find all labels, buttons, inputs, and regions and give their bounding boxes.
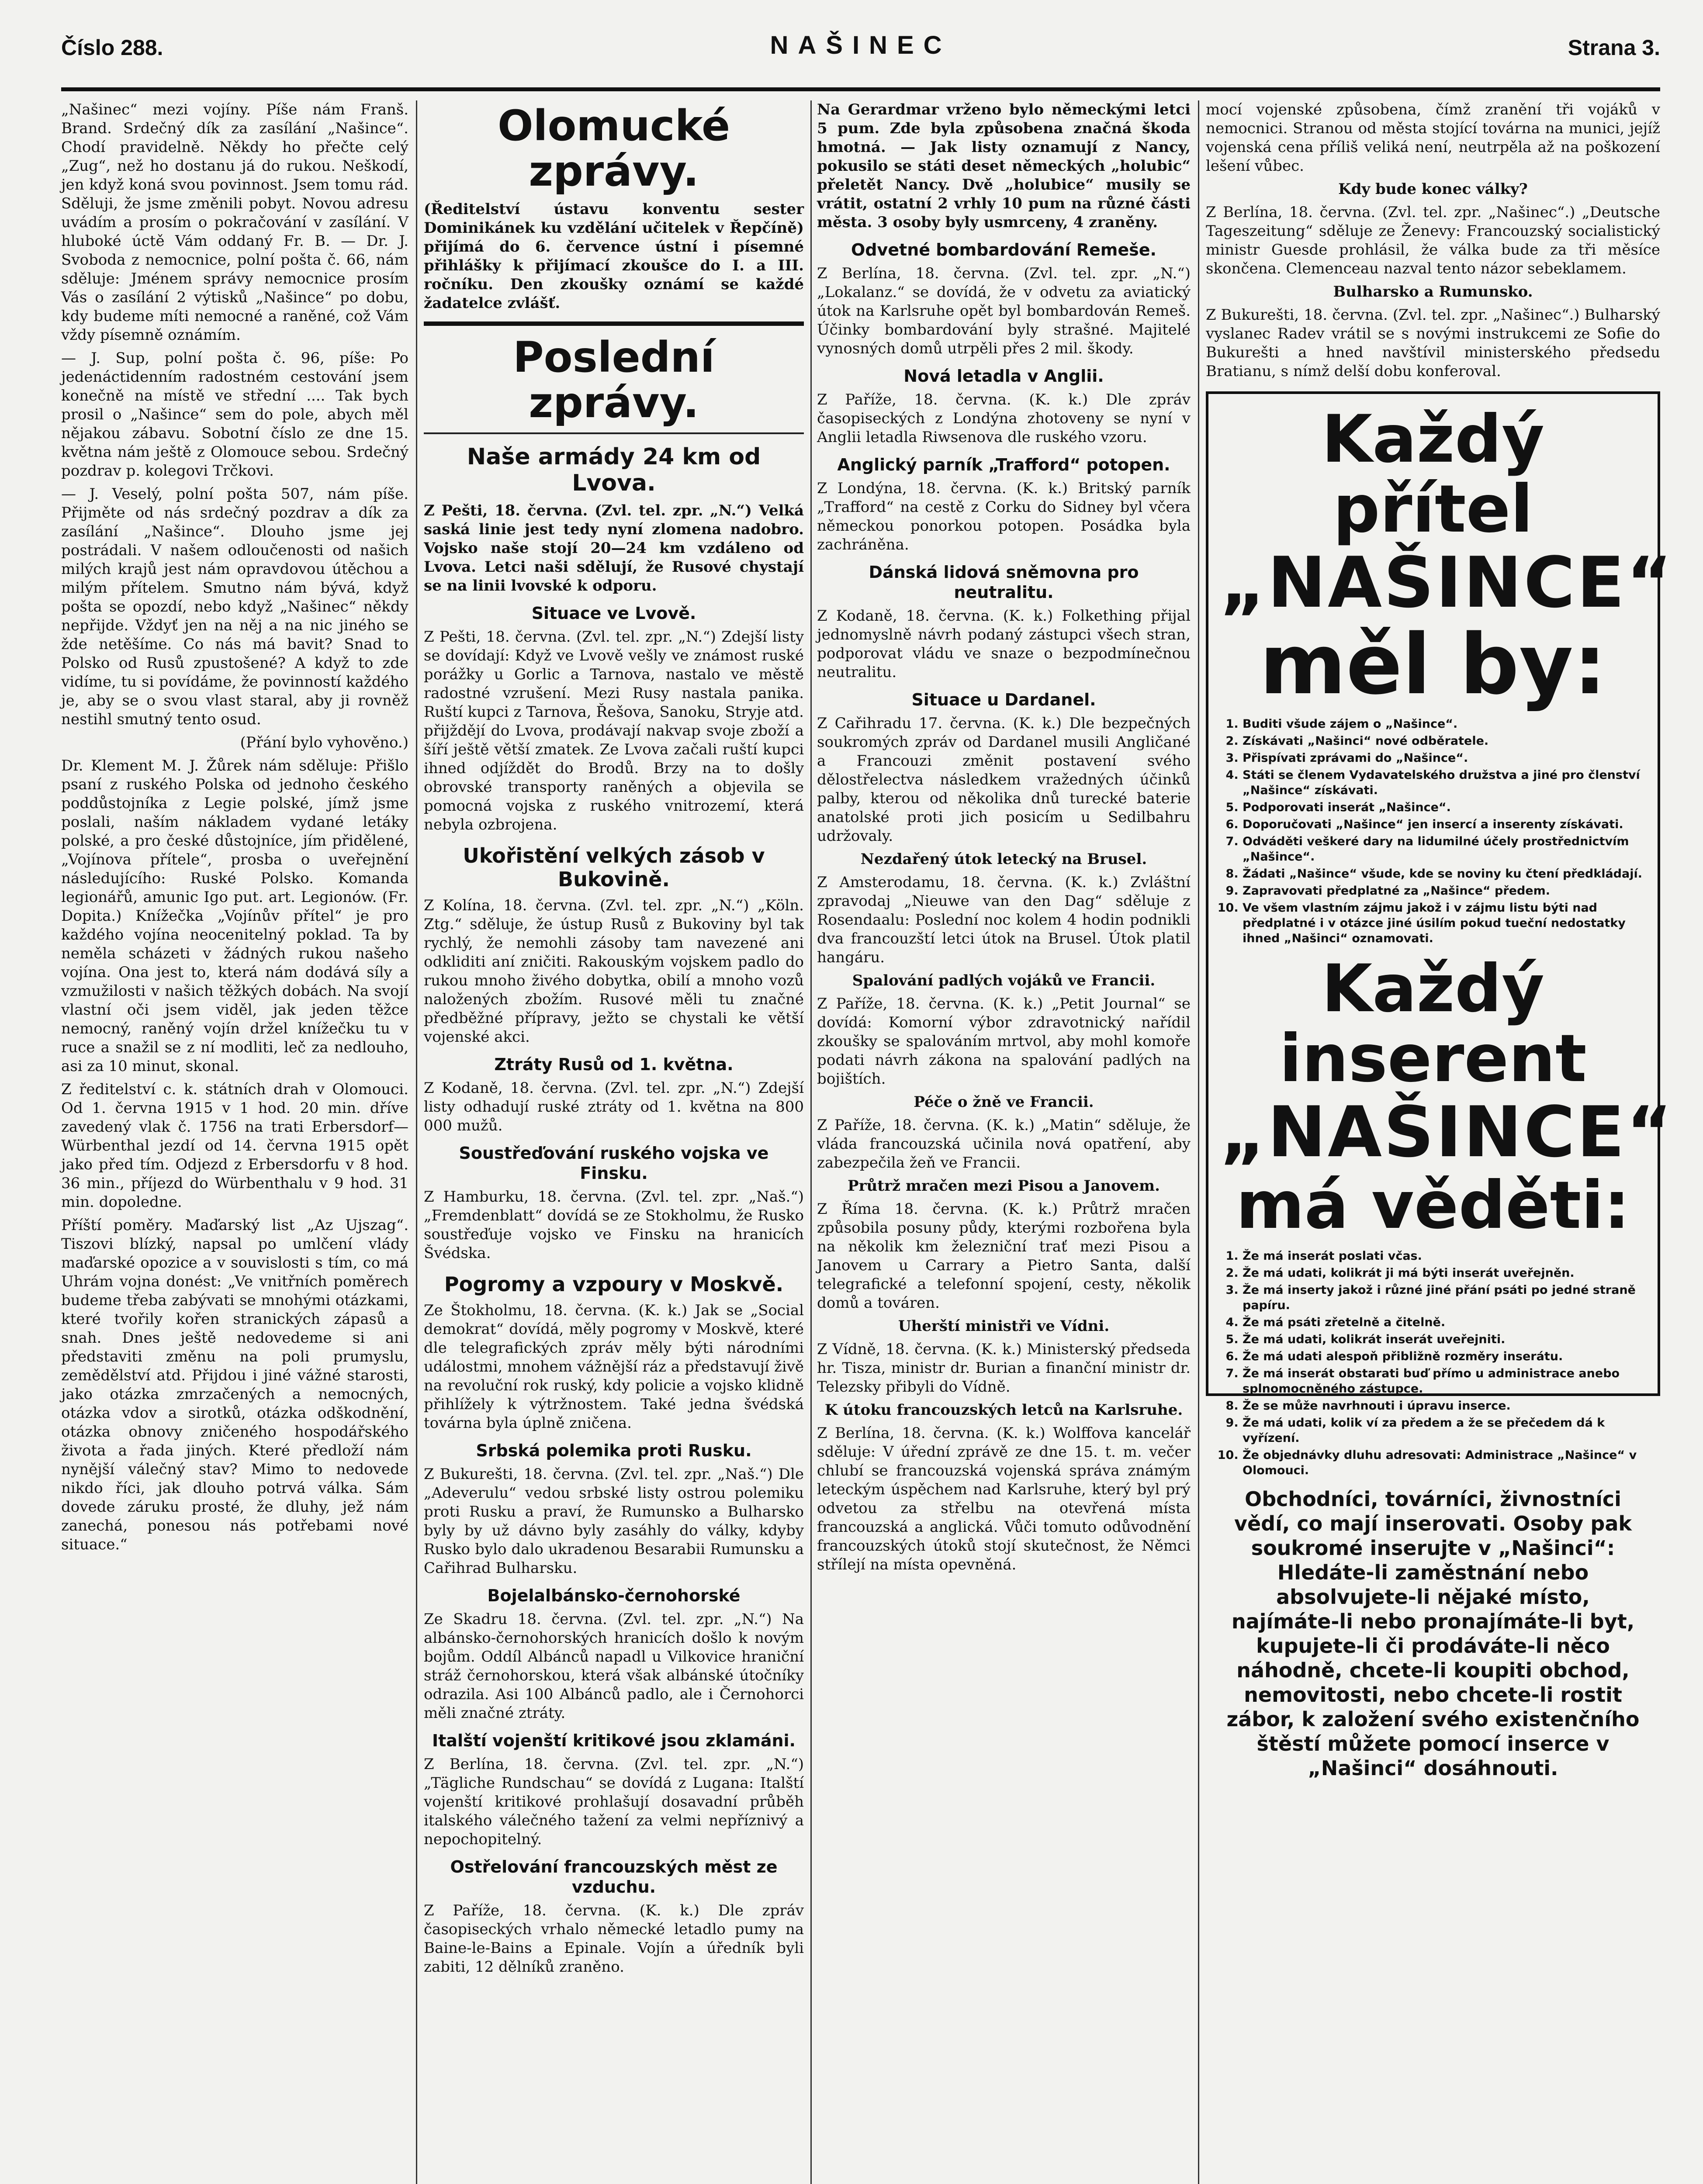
article-paragraph: Z Pešti, 18. června. (Zvl. tel. zpr. „N.“) Zdejší listy se dovídají: Když ve Lvově vešly ve známost ruské porážky u Gorlic a Tarnova, nastalo ve městě radostné vzrušení. Mezi Rusy nastala panika. Ruští kupci z Tarnova, Řešova, Sanoku, Stryje atd. přijždějí do Lvova, prodávají nakvap svoje zboží a šíří ještě větší zmatek. Ze Lvova začali ruští kupci ihned odjíždět do Brodů. Brzy na to došly obrovské transporty raněných a objevila se pomocná vojska z ruského vnitrozemí, která nebyla ozbrojena.: [424, 628, 804, 833]
headline: Italští vojenští kritikové jsou zklamáni.: [432, 1731, 796, 1750]
ad-heading: měl by:: [1260, 616, 1606, 713]
headline: Soustřeďování ruského vojska ve Finsku.: [459, 1144, 769, 1183]
list-item: 1. Buditi všude zájem o „Našince“.: [1243, 716, 1646, 732]
headline: Situace u Dardanel.: [911, 690, 1096, 709]
subheadline: Péče o žně ve Francii.: [914, 1093, 1094, 1111]
list-item: 4. Státi se členem Vydavatelského družstva a jiné pro členství „Našince“ získávati.: [1243, 767, 1646, 798]
headline: Ostřelování francouzských měst ze vzduchu.: [450, 1857, 778, 1897]
list-item: 7. Že má inserát obstarati buď přímo u administrace anebo splnomocněného zástupce.: [1243, 1366, 1646, 1396]
headline: Ukořistění velkých zásob v Bukovině.: [463, 844, 765, 891]
ad-closing-text: Obchodníci, továrníci, živnostníci vědí, co mají inserovati. Osoby pak soukromé inserujte v „Našinci“: Hledáte-li zaměstnání nebo absolvujete-li nějaké místo, najímáte-li nebo pronajímáte-li byt, kupujete-li či prodáváte-li něco náhodně, chcete-li koupiti obchod, nemovitosti, nebo chcete-li rostit zábor, k založení svého existenčního štěstí můžete pomocí inserce v „Našinci“ dosáhnouti.: [1226, 1487, 1640, 1780]
subheadline: K útoku francouzských letců na Karlsruhe.: [824, 1401, 1183, 1419]
article-paragraph: Z Paříže, 18. června. (K. k.) Dle zpráv časopiseckých z Londýna zhotoveny se nyní v Anglii letadla Riwsenova dle ruského vzoru.: [817, 391, 1191, 446]
subheadline: Kdy bude konec války?: [1338, 180, 1528, 198]
notice-paragraph: (Ředitelství ústavu konventu sester Dominikánek ku vzdělání učitelek v Řepčíně) přijímá do 6. července ústní i písemné přihlášky k přijímací zkoušce do I. a III. ročníku. Den zkoušky oznámí se každé žadatelce zvlášť.: [424, 200, 804, 312]
article-paragraph: Z Hamburku, 18. června. (Zvl. tel. zpr. „Naš.“) „Fremdenblatt“ dovídá se ze Stokholmu, že Rusko soustřeďuje vojsko ve Finsku na hranicích Švédska.: [424, 1188, 804, 1262]
list-item: 9. Zapravovati předplatné za „Našince“ předem.: [1243, 883, 1646, 898]
railway-notice: Z ředitelství c. k. státních drah v Olomouci. Od 1. června 1915 v 1 hod. 20 min. dříve zavedený vlak č. 1756 na trati Erbersdorf—Würbenthal jezdí od 14. června 1915 opět jako před tím. Odjezd z Erbersdorfu v 8 hod. 36 min., příjezd do Würbenthalu v 9 hod. 31 min. dopoledne.: [61, 1081, 408, 1211]
article-paragraph: Z Říma 18. června. (K. k.) Průtrž mračen způsobila posuny půdy, kterými rozbořena byla na několik km železniční trať mezi Pisou a Janovem u Carrary a Pietro Santa, další telegrafické a telefonní spojení, cesty, několik domů a továren.: [817, 1200, 1191, 1312]
issue-number: Číslo 288.: [61, 35, 163, 60]
article-paragraph: Z Bukurešti, 18. června. (Zvl. tel. zpr. „Naš.“) Dle „Adeverulu“ vedou srbské listy ostrou polemiku proti Rusku a praví, že Rumunsko a Bulharsko byly by už dávno byly zasáhly do války, kdyby Rusko bylo dalo ukradenou Besarabii Rumunsku a Cařihrad Bulharsku.: [424, 1465, 804, 1577]
editor-note: (Přání bylo vyhověno.): [240, 734, 408, 751]
list-item: 9. Že má udati, kolik ví za předem a že se přečedem dá k vyřízení.: [1243, 1415, 1646, 1446]
advertisement-box: [1206, 391, 1674, 1780]
list-item: 3. Že má inserty jakož i různé jiné přání psáti po jedné straně papíru.: [1243, 1282, 1646, 1313]
article-paragraph: Z Cařihradu 17. června. (K. k.) Dle bezpečných soukromých zpráv od Dardanel musili Angličané a Francouzi změnit postavení svého dělostřelectva následkem vražedných účinků palby, kterou od několika dnů turecké baterie anatolské proti jich posicím u Sedilbahru udržovaly.: [817, 715, 1191, 845]
column-1: [61, 100, 408, 2184]
article-paragraph: Z Paříže, 18. června. (K. k.) „Petit Journal“ se dovídá: Komorní výbor zdravotnický nařídil zkoušky se spalováním mrtvol, aby mohl komoře podati návrh zákona na spalování padlých na bojištích.: [817, 995, 1191, 1088]
article-paragraph: mocí vojenské způsobena, čímž zranění tři vojáků v nemocnici. Stranou od města stojící továrna na munici, jejíž vojenská cena příliš veliká není, neutrpěla až na poškození lešení vůbec.: [1206, 101, 1660, 175]
list-item: 5. Podporovati inserát „Našince“.: [1243, 800, 1646, 815]
subheadline: Bulharsko a Rumunsko.: [1333, 283, 1533, 301]
header-rule: [61, 87, 1660, 91]
headline: Pogromy a vzpoury v Moskvě.: [444, 1272, 784, 1296]
article-paragraph: Z Berlína, 18. června. (Zvl. tel. zpr. „N.“) „Lokalanz.“ se dovídá, že v odvetu za aviatický útok na Karlsruhe opět byl bombardován Remeš. Účinky bombardování byly strašné. Majitelé vynosných domů utrpěli přes 2 mil. škody.: [817, 265, 1191, 357]
article-paragraph: Z Paříže, 18. června. (K. k.) Dle zpráv časopiseckých vrhalo německé letadlo pumy na Baine-le-Bains a Epinale. Vojín a úředník byli zabiti, 12 dělníků zraněno.: [424, 1902, 804, 1976]
ad-heading: „NAŠINCE“: [1220, 542, 1674, 623]
list-item: 6. Že má udati alespoň přibližně rozměry inserátu.: [1243, 1349, 1646, 1364]
list-item: 2. Že má udati, kolikrát ji má býti inserát uveřejněn.: [1243, 1265, 1646, 1281]
article-paragraph: Příští poměry. Maďarský list „Az Ujszag“. Tiszovi blízký, napsal po umlčení vlády maďarské opozice a v souvislosti s tím, co má Uhrám vojna donést: „Ve vnitřních poměrech budeme třeba zabývati se mnohými otázkami, které tvořily kořen stranických zápasů a snah. Dnes ještě nedovedeme si ani představiti změnu na poli prumyslu, zemědělství atd. Přijdou i jiné vážné starosti, jako otázka zmrzačených a nemocných, otázka vdov a sirotků, otázka odškodnění, otázka obnovy zničeného hospodářského života a řada jiných. Které předloží nám nynější válečný stav? Mimo to nedovede nikdo říci, jak dlouho potrvá válka. Sám dovede záruku prosté, že dluhy, jež nám zanechá, ponesou nás potřebami nové situace.“: [61, 1216, 408, 1553]
list-item: 8. Že se může navrhnouti i úpravu inserce.: [1243, 1398, 1646, 1413]
article-paragraph: Z Berlína, 18. června. (Zvl. tel. zpr. „Našinec“.) „Deutsche Tageszeitung“ sděluje ze Ženevy: Francouzský socialistický ministr Guesde prohlásil, že válka bude za tři měsíce skončena. Clemenceau nazval tento názor sebeklamem.: [1206, 204, 1660, 277]
article-paragraph: Ze Štokholmu, 18. června. (K. k.) Jak se „Social demokrat“ dovídá, měly pogromy v Moskvě, které dle telegrafických zpráv měly býti národními událostmi, mnohem vážnější ráz a představují živě na revoluční rok ruský, kdy policie a vojsko klidně přihlížely k výtržnostem. Také jedna švédská továrna byla úplně zničena.: [424, 1302, 804, 1432]
subheadline: Průtrž mračen mezi Pisou a Janovem.: [848, 1177, 1160, 1195]
article-paragraph: Z Bukurešti, 18. června. (Zvl. tel. zpr. „Našinec“.) Bulharský vyslanec Radev vrátil se s novými instrukcemi ze Sofie do Bukurešti a hned navštívil ministerského předsedu Bratianu, s nímž delší dobu konferoval.: [1206, 306, 1660, 380]
article-paragraph: Z Kodaně, 18. června. (K. k.) Folkething přijal jednomyslně návrh podaný zástupci všech stran, podporovat vládu ve snaze o bezpodmínečnou neutralitu.: [817, 607, 1191, 681]
article-paragraph: Z Paříže, 18. června. (K. k.) „Matin“ sděluje, že vláda francouzská učinila nová opatření, aby zabezpečila žeň ve Francii.: [817, 1116, 1191, 1171]
duties-list: [1220, 716, 1646, 946]
section-divider: [424, 321, 804, 326]
article-paragraph: Ze Skadru 18. června. (Zvl. tel. zpr. „N.“) Na albánsko-černohorských hranicích došlo k novým bojům. Oddíl Albánců napadl u Vilkovice hraniční stráž černohorskou, která však albánské útočníky odrazila. Asi 100 Albánců padlo, ale i Černohorci měli značné ztráty.: [424, 1610, 804, 1722]
letter-paragraph: „Našinec“ mezi vojíny. Píše nám Franš. Brand. Srdečný dík za zasílání „Našince“. Chodí pravidelně. Někdy ho přečte celý „Zug“, než ho dostanu já do rukou. Neškodí, jen když koná svou povinnost. Jsem tomu rád. Sděluji, že jsme změnili pobyt. Novou adresu uvádím a prosím o pokračování v zasílání. V hluboké úctě Vám oddaný Fr. B. — Dr. J. Svoboda z nemocnice, polní pošta č. 66, nám sděluje: Jménem správy nemocnice prosím Vás o zasílání 2 výtisků „Našince“ po dobu, kdy budeme míti nemocné a raněné, což Vám vždy písemně oznámím.: [61, 101, 408, 344]
divider: [424, 432, 804, 434]
masthead-title: NAŠINEC: [770, 31, 952, 59]
column-divider: [1198, 100, 1199, 2184]
headline: Srbská polemika proti Rusku.: [476, 1441, 752, 1460]
article-paragraph: Z Berlína, 18. června. (Zvl. tel. zpr. „N.“) „Tägliche Rundschau“ se dovídá z Lugana: Italští vojenští kritikové prohlašují dosavadní průběh italského válečného tažení za velmi nepříznivý a nepochopitelný.: [424, 1755, 804, 1848]
headline: Bojelalbánsko-černohorské: [487, 1586, 741, 1605]
article-paragraph: Na Gerardmar vrženo bylo německými letci 5 pum. Zde byla způsobena značná škoda hmotná. — Jak listy oznamují z Nancy, pokusilo se státi deset německých „holubic“ přeletět Nancy. Dvě „holubice“ musily se vrátit, ostatní 2 vrhly 10 pum na různé části města. 3 osoby byly usmrceny, 4 zraněny.: [817, 101, 1191, 231]
column-divider: [810, 100, 812, 2184]
subheadline: Uherští ministři ve Vídni.: [898, 1317, 1110, 1335]
headline: Naše armády 24 km od Lvova.: [467, 444, 761, 496]
headline: Situace ve Lvově.: [531, 604, 696, 623]
list-item: 10. Že objednávky dluhu adresovati: Administrace „Našince“ v Olomouci.: [1243, 1448, 1646, 1478]
list-item: 3. Přispívati zprávami do „Našince“.: [1243, 750, 1646, 766]
subheadline: Nezdařený útok letecký na Brusel.: [860, 850, 1147, 868]
article-paragraph: Z Londýna, 18. června. (K. k.) Britský parník „Trafford“ na cestě z Corku do Sidney byl včera německou ponorkou potopen. Posádka byla zachráněna.: [817, 480, 1191, 553]
article-paragraph: Z Kodaně, 18. června. (Zvl. tel. zpr. „N.“) Zdejší listy odhadují ruské ztráty od 1. května na 800 000 mužů.: [424, 1079, 804, 1134]
column-2: [424, 100, 804, 2184]
ad-heading: „NAŠINCE“: [1220, 1091, 1674, 1173]
article-paragraph: Z Vídně, 18. června. (K. k.) Ministerský předseda hr. Tisza, ministr dr. Burian a finanční ministr dr. Telezsky přibyli do Vídně.: [817, 1341, 1191, 1396]
subheadline: Spalování padlých vojáků ve Francii.: [852, 972, 1156, 989]
article-paragraph: Z Berlína, 18. června. (K. k.) Wolffova kancelář sděluje: V úřední zprávě ze dne 15. t. m. večer chlubí se francouzská vojenská správa známým leteckým úspěchem nad Karlsruhe, který byl prý odvetou za střelbu na otevřená místa francouzská a anglická. Vůči tomuto odůvodnění francouzských útoků stojí skutečnost, že Němci střílejí na místa opevněná.: [817, 1424, 1191, 1573]
column-4: [1206, 100, 1674, 2184]
headline: Dánská lidová sněmovna pro neutralitu.: [869, 563, 1139, 602]
article-paragraph: Z Kolína, 18. června. (Zvl. tel. zpr. „N.“) „Köln. Ztg.“ sděluje, že ústup Rusů z Bukoviny byl tak rychlý, že nemohli zásoby tam navezené ani odkliditi aní zničiti. Rakouským vojskem padlo do rukou mnoho živého dobytka, obilí a mnoho vozů naložených zbožím. Rusové měli tu značné předběžné přípravy, ježto se chystali ke větší vojenské akci.: [424, 897, 804, 1046]
page-header: [61, 31, 1660, 83]
page-number: Strana 3.: [1568, 35, 1660, 60]
list-item: 2. Získávati „Našinci“ nové odběratele.: [1243, 733, 1646, 749]
ad-heading: má věděti:: [1236, 1168, 1630, 1244]
list-item: 4. Že má psáti zřetelně a čitelně.: [1243, 1315, 1646, 1330]
list-item: 8. Žádati „Našince“ všude, kde se noviny ku čtení předkládají.: [1243, 866, 1646, 881]
ad-heading: Každý inserent: [1279, 951, 1587, 1097]
column-3: [817, 100, 1191, 2184]
section-title-latest-news: Poslední zprávy.: [513, 333, 715, 427]
list-item: 10. Ve všem vlastním zájmu jakož i v zájmu listu býti nad předplatné i v otázce jiné úsilím pokud tueční nedostatky ihned „Našinci“ oznamovati.: [1243, 900, 1646, 946]
headline: Ztráty Rusů od 1. května.: [494, 1055, 734, 1074]
headline: Anglický parník „Trafford“ potopen.: [837, 455, 1170, 474]
section-title-olomouc: Olomucké zprávy.: [497, 101, 730, 196]
ad-heading: Každý přítel: [1322, 401, 1544, 547]
article-paragraph: Z Amsterodamu, 18. června. (K. k.) Zvláštní zpravodaj „Nieuwe van den Dag“ sděluje z Rosendaalu: Poslední noc kolem 4 hodin podnikli dva francouzští letci útok na Brusel. Útok platil hangáru.: [817, 874, 1191, 966]
column-divider: [416, 100, 417, 2184]
know-list: [1220, 1248, 1646, 1478]
headline: Nová letadla v Anglii.: [903, 366, 1104, 386]
list-item: 1. Že má inserát poslati včas.: [1243, 1248, 1646, 1264]
letter-paragraph: Dr. Klement M. J. Žůrek nám sděluje: Přišlo psaní z ruského Polska od jednoho českého poddůstojníka z Legie polské, jímž jsme poslali, naším nákladem vydané letáky polské, a pro české důstojníce, jím přidělené, „Vojínova přítele“, prosba o uveřejnění následujícího: Ruské Polsko. Komanda legionářů, amunic Igo put. art. Legionów. (Fr. Dopita.) Knížečka „Vojínův přítel“ je pro každého vojína neocenitelný poklad. Ta by neměla scházeti v žádných rukou našeho vojína. Ona jest to, která nám dodává síly a vzmužilosti v našich těžkých dobách. Na svojí vlastní oči jsem viděl, jak jeden těžce nemocný, raněný vojín držel knížečku tu v ruce a snažil se z ní modliti, leč za nedlouho, asi za 10 minut, skonal.: [61, 757, 408, 1075]
list-item: 6. Doporučovati „Našince“ jen insercí a inserenty získávati.: [1243, 817, 1646, 832]
list-item: 7. Odváděti veškeré dary na lidumilné účely prostřednictvím „Našince“.: [1243, 834, 1646, 864]
letter-paragraph: — J. Veselý, polní pošta 507, nám píše. Přijměte od nás srdečný pozdrav a dík za zasílání „Našince“. Dlouho jsme jej postrádali. V našem odloučenosti od našich milých krajů jest nám opravdovou útěchou a milým přítelem. Smutno nám bývá, když pošta se opozdí, nebo když „Našinec“ někdy nepřijde. Vždyť jen na něj a na nic jiného se žde netěšíme. Co nás má bavit? Snad to Polsko od Rusů zpustošené? A když to zde vidíme, tu si povídáme, že povinností každého je, aby se o svou vlast staral, aby ji rovněž nestihl smutný tento osud.: [61, 485, 408, 728]
article-paragraph: Z Pešti, 18. června. (Zvl. tel. zpr. „N.“) Velká saská linie jest tedy nyní zlomena nadobro. Vojsko naše stojí 20—24 km vzdáleno od Lvova. Letci naši sdělují, že Rusové chystají se na linii lvovské k odporu.: [424, 502, 804, 594]
letter-paragraph: — J. Sup, polní pošta č. 96, píše: Po jedenáctidenním radostném cestování jsem konečně na místě ve střední .... Tak bych prosil o „Našince“ sem do pole, abych měl nějakou zábavu. Sobotní číslo ze dne 15. května nám ještě z Olomouce sebou. Srdečný pozdrav p. kolegovi Trčkovi.: [61, 349, 408, 480]
list-item: 5. Že má udati, kolikrát inserát uveřejniti.: [1243, 1332, 1646, 1347]
headline: Odvetné bombardování Remeše.: [851, 240, 1156, 259]
